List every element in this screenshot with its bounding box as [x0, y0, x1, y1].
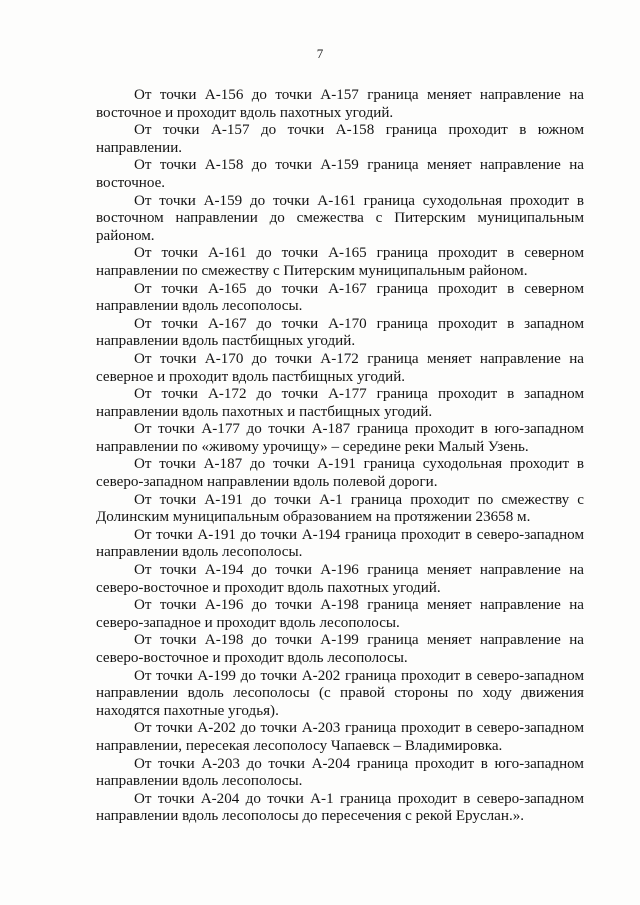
paragraph-9: От точки А-172 до точки А-177 граница проходит в западном направлении вдоль пахотных и пастбищных угодий.: [96, 386, 584, 420]
paragraph-7: От точки А-167 до точки А-170 граница проходит в западном направлении вдоль пастбищных угодий.: [96, 315, 584, 350]
paragraph-17: От точки А-199 до точки А-202 граница проходит в северо-западном направлении вдоль лесополосы (с правой стороны по ходу движения находятся пахотные угодья).: [96, 667, 584, 719]
paragraph-6: От точки А-165 до точки А-167 граница проходит в северном направлении вдоль лесополосы.: [96, 280, 584, 315]
paragraph-8: От точки А-170 до точки А-172 граница меняет направление на северное и проходит вдоль пастбищных угодий.: [96, 350, 584, 385]
document-body: [96, 87, 584, 826]
paragraph-20: От точки А-204 до точки А-1 граница проходит в северо-западном направлении вдоль лесополосы до пересечения с рекой Еруслан.».: [96, 790, 584, 825]
paragraph-2: От точки А-157 до точки А-158 граница проходит в южном направлении.: [96, 122, 584, 156]
paragraph-11: От точки А-187 до точки А-191 граница суходольная проходит в северо-западном направлении вдоль полевой дороги.: [96, 456, 584, 491]
paragraph-15: От точки А-196 до точки А-198 граница меняет направление на северо-западное и проходит вдоль лесополосы.: [96, 597, 584, 631]
paragraph-4: От точки А-159 до точки А-161 граница суходольная проходит в восточном направлении до смежества с Питерским муниципальным районом.: [96, 192, 584, 244]
paragraph-16: От точки А-198 до точки А-199 граница меняет направление на северо-восточное и проходит вдоль лесополосы.: [96, 632, 584, 666]
paragraph-14: От точки А-194 до точки А-196 граница меняет направление на северо-восточное и проходит вдоль пахотных угодий.: [96, 562, 584, 596]
paragraph-5: От точки А-161 до точки А-165 граница проходит в северном направлении по смежеству с Питерским муниципальным районом.: [96, 245, 584, 279]
paragraph-13: От точки А-191 до точки А-194 граница проходит в северо-западном направлении вдоль лесополосы.: [96, 526, 584, 561]
paragraph-10: От точки А-177 до точки А-187 граница проходит в юго-западном направлении по «живому урочищу» – середине реки Малый Узень.: [96, 421, 584, 455]
paragraph-18: От точки А-202 до точки А-203 граница проходит в северо-западном направлении, пересекая лесополосу Чапаевск – Владимировка.: [96, 720, 584, 754]
paragraph-12: От точки А-191 до точки А-1 граница проходит по смежеству с Долинским муниципальным образованием на протяжении 23658 м.: [96, 491, 584, 526]
paragraph-19: От точки А-203 до точки А-204 граница проходит в юго-западном направлении вдоль лесополосы.: [96, 755, 584, 790]
page-number: 7: [316, 46, 324, 61]
paragraph-1: От точки А-156 до точки А-157 граница меняет направление на восточное и проходит вдоль пахотных угодий.: [96, 87, 584, 121]
paragraph-3: От точки А-158 до точки А-159 граница меняет направление на восточное.: [96, 157, 584, 191]
